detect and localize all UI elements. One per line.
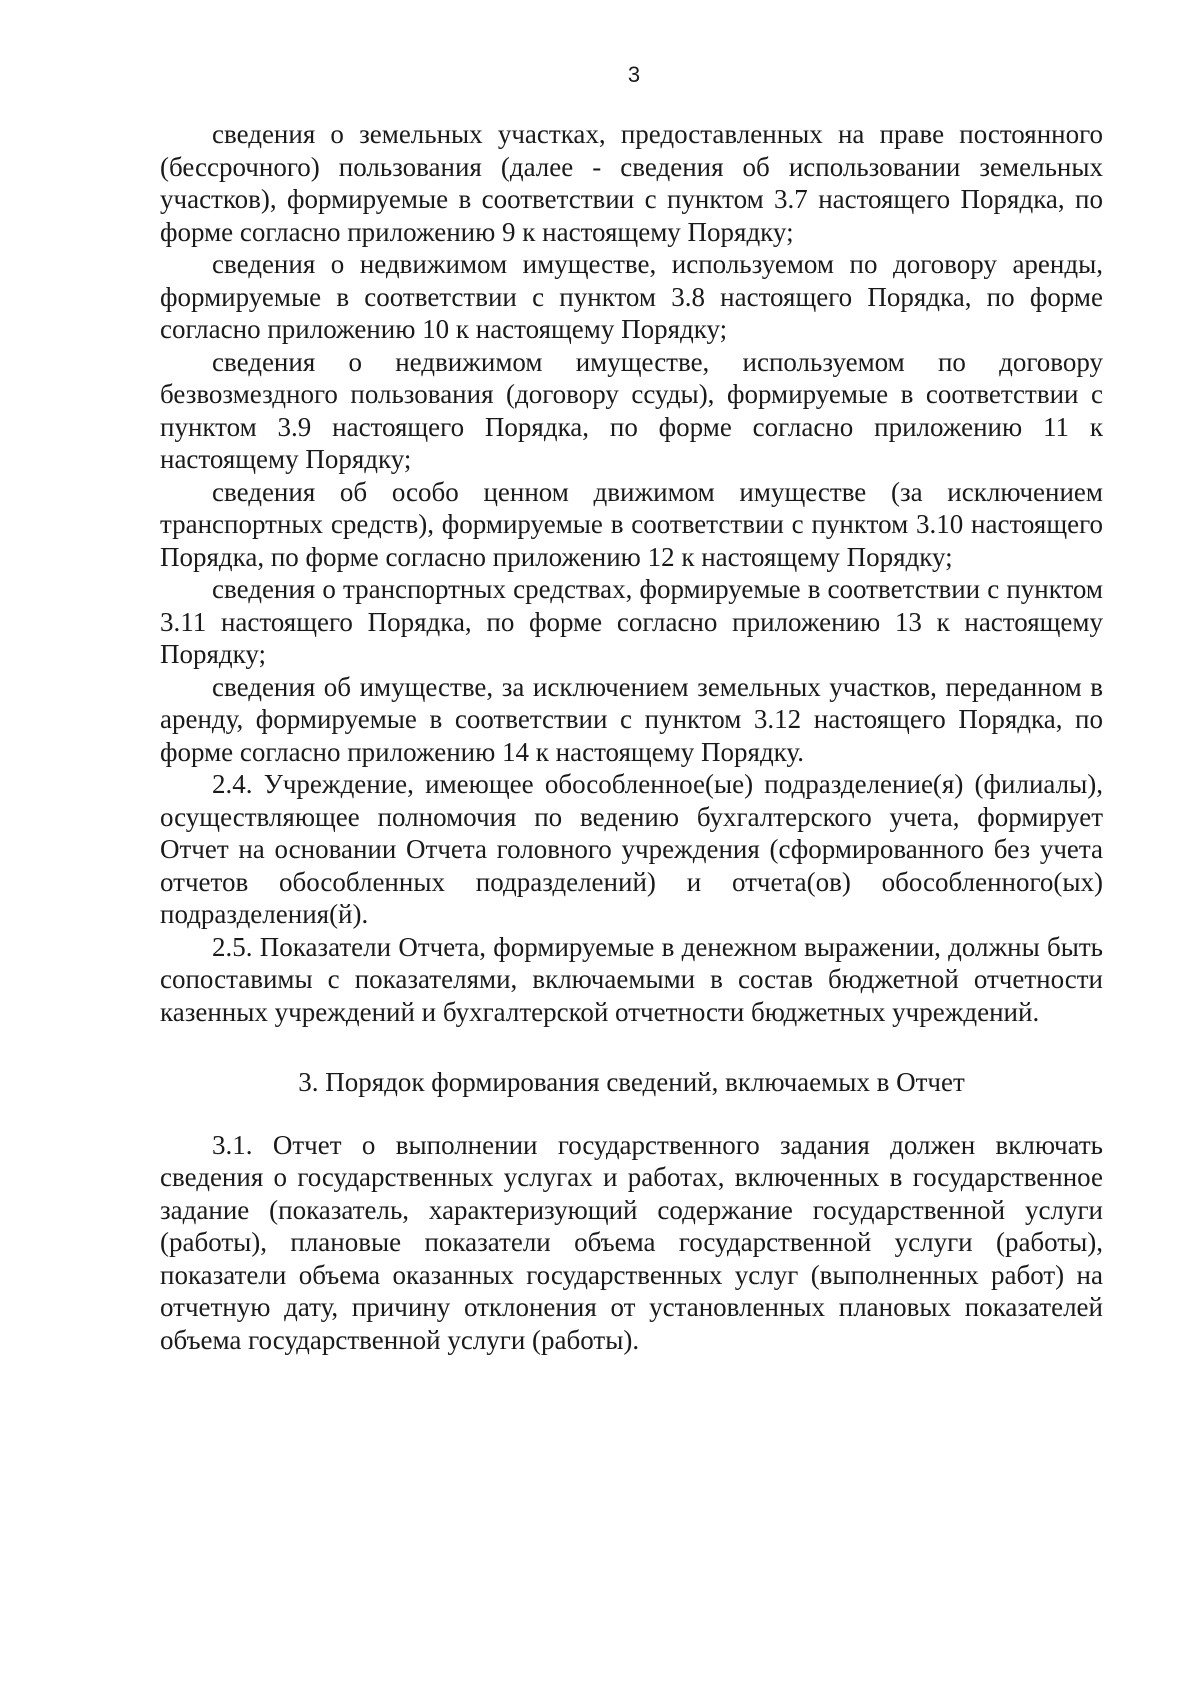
paragraph-2-5: 2.5. Показатели Отчета, формируемые в денежном выражении, должны быть сопоставимы с показателями, включаемыми в состав бюджетной отчетности казенных учреждений и бухгалтерской отчетности бюджетных учреждений. [160, 931, 1103, 1027]
paragraph-vehicles: сведения о транспортных средствах, формируемые в соответствии с пунктом 3.11 настоящего Порядка, по форме согласно приложению 13 к настоящему Порядку; [160, 574, 1103, 669]
section-heading: 3. Порядок формирования сведений, включаемых в Отчет [298, 1067, 965, 1097]
paragraph-real-estate-lease: сведения о недвижимом имуществе, используемом по договору аренды, формируемые в соответствии с пунктом 3.8 настоящего Порядка, по форме согласно приложению 10 к настоящему Порядку; [160, 249, 1103, 344]
page-number: 3 [627, 62, 641, 87]
paragraph-3-1: 3.1. Отчет о выполнении государственного задания должен включать сведения о государственных услугах и работах, включенных в государственное задание (показатель, характеризующий содержание государственной услуги (работы), плановые показатели объема государственной услуги (работы), показатели объема оказанных государственных услуг (выполненных работ) на отчетную дату, причину отклонения от установленных плановых показателей объема государственной услуги (работы). [160, 1129, 1103, 1355]
paragraph-2-4: 2.4. Учреждение, имеющее обособленное(ые) подразделение(я) (филиалы), осуществляющее полномочия по ведению бухгалтерского учета, формирует Отчет на основании Отчета головного учреждения (сформированного без учета отчетов обособленных подразделений) и отчета(ов) обособленного(ых) подразделения(й). [160, 769, 1103, 929]
document-body [160, 118, 1103, 1356]
paragraph-land-plots: сведения о земельных участках, предоставленных на праве постоянного (бессрочного) пользования (далее - сведения об использовании земельных участков), формируемые в соответствии с пунктом 3.7 настоящего Порядка, по форме согласно приложению 9 к настоящему Порядку; [160, 119, 1103, 247]
paragraph-leased-property: сведения об имуществе, за исключением земельных участков, переданном в аренду, формируемые в соответствии с пунктом 3.12 настоящего Порядка, по форме согласно приложению 14 к настоящему Порядку. [160, 671, 1103, 767]
paragraph-real-estate-free-use: сведения о недвижимом имуществе, используемом по договору безвозмездного пользования (договору ссуды), формируемые в соответствии с пунктом 3.9 настоящего Порядка, по форме согласно приложению 11 к настоящему Порядку; [160, 346, 1103, 474]
paragraph-valuable-movable-property: сведения об особо ценном движимом имуществе (за исключением транспортных средств), формируемые в соответствии с пунктом 3.10 настоящего Порядка, по форме согласно приложению 12 к настоящему Порядку; [160, 476, 1103, 572]
